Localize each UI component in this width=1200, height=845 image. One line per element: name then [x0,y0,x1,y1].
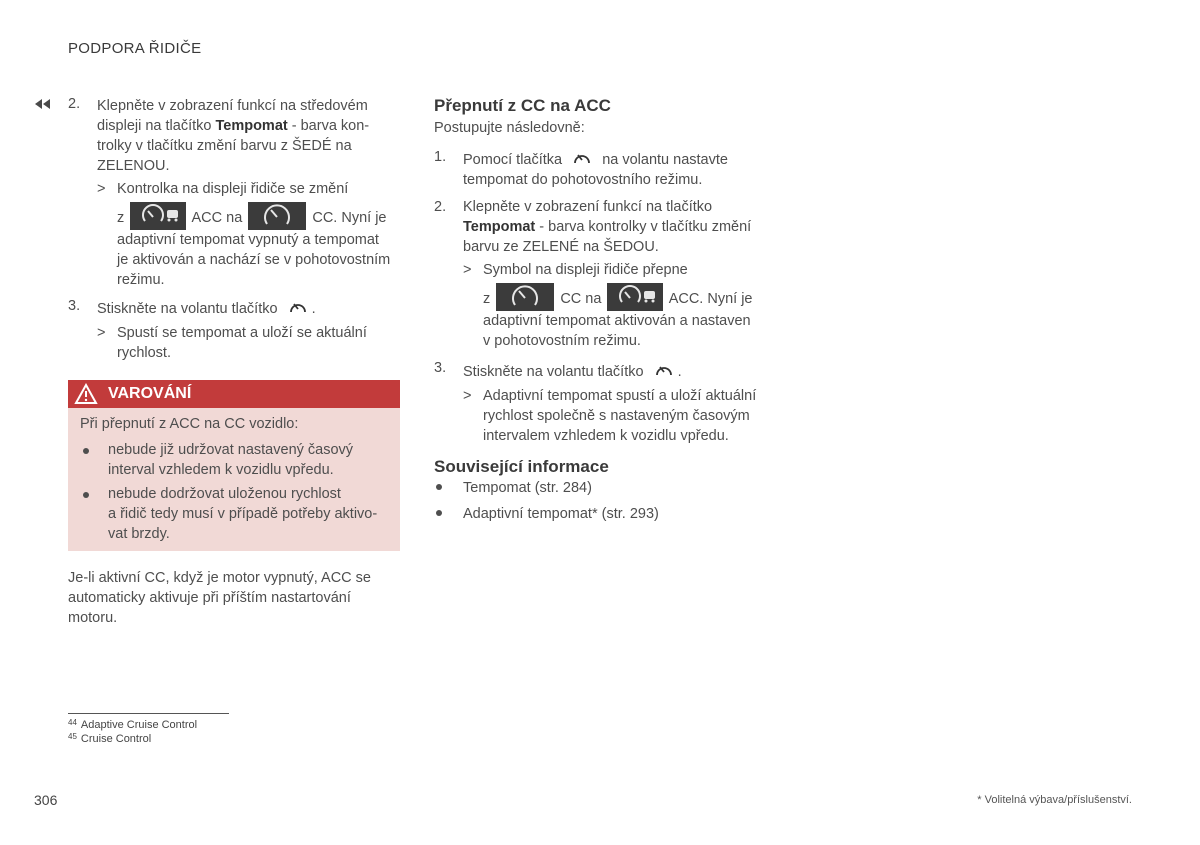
text-line: rychlost společně s nastaveným časovým [483,408,750,424]
warning-intro: Při přepnutí z ACC na CC vozidlo: [80,416,299,432]
footnote [68,718,197,731]
icon-sentence [483,283,753,311]
text-line: Je-li aktivní CC, když je motor vypnutý, ACC se [68,570,371,586]
text-span: . [677,364,682,380]
footnote-text: Adaptive Cruise Control [80,719,198,731]
result-line: Kontrolka na displeji řidiče se změní [117,181,349,197]
text-line: v pohotovostním režimu. [483,333,641,349]
step-number: 3. [68,298,81,314]
text-line: tempomat do pohotovostního režimu. [463,172,703,188]
step-3-text [97,299,316,319]
result-marker: > [97,325,106,341]
text-line: Klepněte v zobrazení funkcí na tlačítko [463,199,713,215]
step-2-text [463,197,751,257]
cc-display-icon [248,202,306,230]
bullet-icon [436,484,442,490]
page-number: 306 [34,792,58,808]
bullet-icon [83,448,89,454]
tempomat-label: Tempomat [215,118,288,134]
related-link-tempomat[interactable]: Tempomat (str. 284) [463,480,592,496]
footnote [68,732,151,745]
acc-display-icon [130,202,186,230]
text-line: a řidič tedy musí v případě potřeby aktivo- [108,506,378,522]
text-line: ZELENOU. [97,158,170,174]
text-span: CC. Nyní je [312,210,387,226]
result-text [117,323,367,363]
text-line: Adaptivní tempomat spustí a uloží aktuální [483,388,757,404]
text-line: Klepněte v zobrazení funkcí na středovém [97,98,368,114]
step-2-text [97,96,369,176]
text-line: adaptivní tempomat vypnutý a tempomat [117,232,379,248]
result-line: Symbol na displeji řidiče přepne [483,262,688,278]
result-text [483,386,756,446]
text-span: CC na [560,291,602,307]
warning-bullet [108,440,353,480]
text-line: vat brzdy. [108,526,170,542]
step-number: 2. [434,199,447,215]
text-span: Stiskněte na volantu tlačítko [463,364,644,380]
text-line: interval vzhledem k vozidlu vpředu. [108,462,334,478]
text-line: automaticky aktivuje při příštím nastartování [68,590,351,606]
text-line: intervalem vzhledem k vozidlu vpředu. [483,428,729,444]
text-line: režimu. [117,272,165,288]
speedometer-button-icon [654,362,674,378]
warning-header [68,380,400,408]
text-span: - barva kontrolky v tlačítku změní [535,219,752,235]
warning-bullet [108,484,377,544]
warning-box [68,380,400,551]
bullet-icon [83,492,89,498]
result-continuation [483,311,751,351]
related-heading: Související informace [434,457,609,476]
cc-display-icon [496,283,554,311]
acc-display-icon [607,283,663,311]
text-span: ACC. Nyní je [668,291,753,307]
text-line: adaptivní tempomat aktivován a nastaven [483,313,751,329]
text-line: barvu ze ZELENÉ na ŠEDOU. [463,239,659,255]
section-subheading: Postupujte následovně: [434,120,585,136]
footnote-divider [68,713,229,714]
step-number: 1. [434,149,447,165]
text-line: rychlost. [117,345,171,361]
bullet-icon [436,510,442,516]
warning-title: VAROVÁNÍ [108,385,192,402]
text-span: displeji na tlačítko [97,118,216,134]
info-paragraph [68,568,371,628]
text-line: motoru. [68,610,118,626]
text-line [97,116,369,136]
text-span: ACC na [191,210,243,226]
tempomat-label: Tempomat [463,219,536,235]
result-marker: > [463,388,472,404]
text-span: Pomocí tlačítka [463,152,563,168]
footer-note: * Volitelná výbava/příslušenství. [977,794,1132,806]
result-continuation [117,230,390,290]
text-line [463,217,751,237]
text-line: nebude již udržovat nastavený časový [108,442,354,458]
footnote-number: 44 [68,718,77,727]
text-span: z [483,291,491,307]
footnote-number: 45 [68,732,77,741]
text-line: je aktivován a nachází se v pohotovostním [117,252,391,268]
warning-triangle-icon [74,383,98,405]
related-link-adaptive-tempomat[interactable]: Adaptivní tempomat* (str. 293) [463,506,659,522]
step-number: 3. [434,360,447,376]
text-span: z [117,210,125,226]
icon-sentence [117,202,387,230]
text-span: - barva kon- [287,118,370,134]
speedometer-button-icon [572,150,592,166]
page-header: PODPORA ŘIDIČE [68,40,202,57]
text-line: trolky v tlačítku změní barvu z ŠEDÉ na [97,138,352,154]
back-arrows-icon[interactable] [34,97,52,109]
text-span: Stiskněte na volantu tlačítko [97,301,278,317]
result-marker: > [97,181,106,197]
step-number: 2. [68,96,81,112]
text-line: Spustí se tempomat a uloží se aktuální [117,325,367,341]
footnote-text: Cruise Control [80,733,152,745]
text-span: . [311,301,316,317]
result-marker: > [463,262,472,278]
step-3-text [463,362,682,382]
text-line: nebude dodržovat uloženou rychlost [108,486,341,502]
speedometer-button-icon [288,299,308,315]
step-1-text [463,150,728,170]
section-heading: Přepnutí z CC na ACC [434,96,611,115]
text-span: na volantu nastavte [602,152,728,168]
